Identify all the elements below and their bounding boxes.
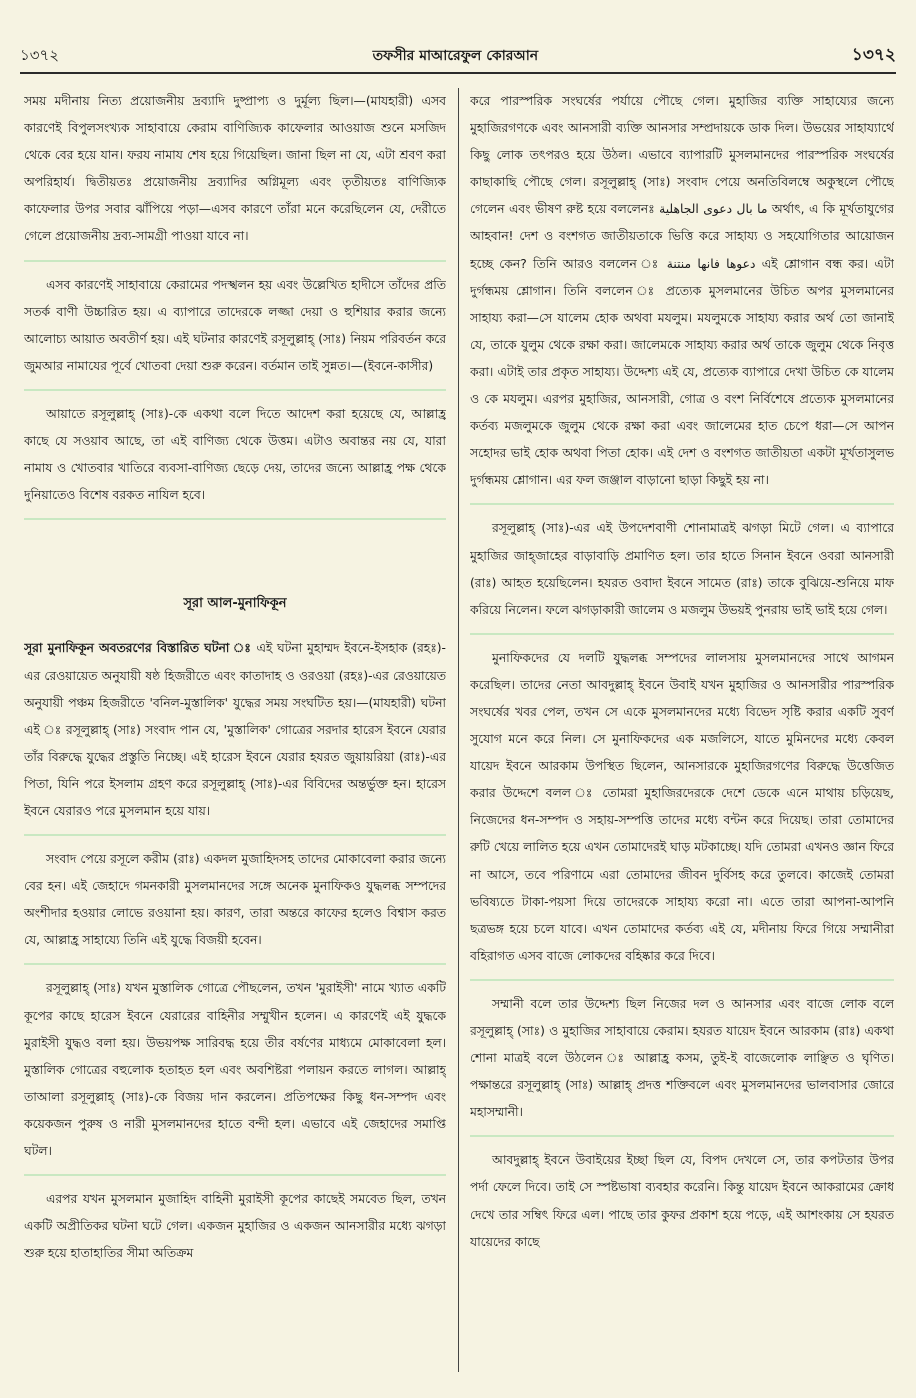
- paragraph: মুনাফিকদের যে দলটি যুদ্ধলব্ধ সম্পদের লালসায় মুসলমানদের সাথে আগমন করেছিল। তাদের নেতা আবদুল্লাহ্ ইবনে উবাই যখন মুহাজির ও আনসারীর পারস্পরিক সংঘর্ষের খবর পেল, তখন সে একে মুসলমানদের মধ্যে বিভেদ সৃষ্টি করার একটি সুবর্ণ সুযোগ মনে করে নিল। সে মুনাফিকদের এক মজলিসে, যাতে মুমিনদের মধ্যে কেবল যায়েদ ইবনে আরকাম উপস্থিত ছিলেন, আনসারকে মুহাজিরগণের বিরুদ্ধে উত্তেজিত করার উদ্দেশে বলল ঃ তোমরা মুহাজিরদেরকে দেশে ডেকে এনে মাথায় চড়িয়েছ, নিজেদের ধন-সম্পদ ও সহায়-সম্পত্তি তাদের মধ্যে বন্টন করে দিয়েছ। তারা তোমাদের রুটি খেয়ে লালিত হয়ে এখন তোমাদেরই ঘাড় মটকাচ্ছে। যদি তোমরা এখনও জ্ঞান ফিরে না আসে, তবে পরিণামে এরা তোমাদের জীবন দুর্বিসহ করে তুলবে। কাজেই তোমরা ভবিষ্যতে টাকা-পয়সা দিয়ে তাদেরকে সাহায্য করো না। এতে তারা আপনা-আপনি ছত্রভঙ্গ হয়ে চলে যাবে। এখন তোমাদের কর্তব্য এই যে, মদীনায় ফিরে গিয়ে সম্মানীরা বহিরাগত এসব বাজে লোকদের বহিষ্কার করে দিবে।: [470, 645, 894, 981]
- paragraph: সম্মানী বলে তার উদ্দেশ্য ছিল নিজের দল ও আনসার এবং বাজে লোক বলে রসূলুল্লাহ্ (সাঃ) ও মুহাজির সাহাবায়ে কেরাম। হযরত যায়েদ ইবনে আরকাম (রাঃ) একথা শোনা মাত্রই বলে উঠলেন ঃ আল্লাহ্র কসম, তুই-ই বাজেলোক লাঞ্ছিত ও ঘৃণিত। পক্ষান্তরে রসূলুল্লাহ্ (সাঃ) আল্লাহ্ প্রদত্ত শক্তিবলে এবং মুসলমানদের ভালবাসার জোরে মহাসম্মানী।: [470, 991, 894, 1137]
- paragraph: আয়াতে রসূলুল্লাহ্ (সাঃ)-কে একথা বলে দিতে আদেশ করা হয়েছে যে, আল্লাহ্র কাছে যে সওয়াব আছে, তা এই বাণিজ্য থেকে উত্তম। এটাও অবান্তর নয় যে, যারা নামায ও খোতবার খাতিরে ব্যবসা-বাণিজ্য ছেড়ে দেয়, তাদের জন্যে আল্লাহ্র পক্ষ থেকে দুনিয়াতেও বিশেষ বরকত নাযিল হবে।: [24, 401, 446, 520]
- book-title: তফসীর মাআরেফুল কোরআন: [372, 48, 539, 64]
- lead-heading: সূরা মুনাফিকূন অবতরণের বিস্তারিত ঘটনা ঃ: [24, 641, 252, 656]
- page-number-left: ১৩৭২: [20, 45, 59, 64]
- lead-text: এই ঘটনা মুহাম্মদ ইবনে-ইসহাক (রহঃ)-এর রেওয়ায়েত অনুযায়ী ষষ্ঠ হিজরীতে এবং কাতাদাহ ও ওরওয়া (রহঃ)-এর রেওয়ায়েত অনুযায়ী পঞ্চম হিজরীতে 'বনিল-মুস্তালিক' যুদ্ধের সময় সংঘটিত হয়।—(মাযহারী) ঘটনা এই ঃ রসূলুল্লাহ্ (সাঃ) সংবাদ পান যে, 'মুস্তালিক' গোত্রের সরদার হারেস ইবনে যেরার তাঁর বিরুদ্ধে যুদ্ধের প্রস্তুতি নিচ্ছে। এই হারেস ইবনে যেরার হযরত জুয়ায়রিয়া (রাঃ)-এর পিতা, যিনি পরে ইসলাম গ্রহণ করে রসূলুল্লাহ্ (সাঃ)-এর বিবিদের অন্তর্ভুক্ত হন। হারেস ইবনে যেরারও পরে মুসলমান হয়ে যায়।: [24, 641, 446, 818]
- right-column: [470, 88, 894, 1374]
- left-column: [24, 88, 446, 1374]
- section-title: সূরা আল-মুনাফিকূন: [183, 596, 287, 612]
- column-divider: [458, 88, 459, 1372]
- paragraph: রসূলুল্লাহ্ (সাঃ) যখন মুস্তালিক গোত্রে পৌছলেন, তখন 'মুরাইসী' নামে খ্যাত একটি কূপের কাছে হারেস ইবনে যেরারের বাহিনীর সম্মুখীন হলেন। এ কারণেই এই যুদ্ধকে মুরাইসী যুদ্ধও বলা হয়। উভয়পক্ষ সারিবদ্ধ হয়ে তীর বর্ষণের মাধ্যমে মোকাবেলা হল। মুস্তালিক গোত্রের বহুলোক হতাহত হল এবং অবশিষ্টরা পলায়ন করতে লাগল। আল্লাহ্ তাআলা রসূলুল্লাহ্ (সাঃ)-কে বিজয় দান করলেন। প্রতিপক্ষের কিছু ধন-সম্পদ এবং কয়েকজন পুরুষ ও নারী মুসলমানদের হাতে বন্দী হল। এভাবে এই জেহাদের সমাপ্তি ঘটল।: [24, 975, 446, 1176]
- paragraph: আবদুল্লাহ্ ইবনে উবাইয়ের ইচ্ছা ছিল যে, বিপদ দেখলে সে, তার কপটতার উপর পর্দা ফেলে দিবে। তাই সে স্পষ্টভাষা ব্যবহার করেনি। কিন্তু যায়েদ ইবনে আকরামের ক্রোধ দেখে তার সম্বিৎ ফিরে এল। পাছে তার কুফর প্রকাশ হয়ে পড়ে, এই আশংকায় সে হযরত যায়েদের কাছে: [470, 1153, 894, 1249]
- paragraph: এরপর যখন মুসলমান মুজাহিদ বাহিনী মুরাইসী কূপের কাছেই সমবেত ছিল, তখন একটি অপ্রীতিকর ঘটনা ঘটে গেল। একজন মুহাজির ও একজন আনসারীর মধ্যে ঝগড়া শুরু হয়ে হাতাহাতির সীমা অতিক্রম: [24, 1192, 446, 1261]
- page-number-right: ১৩৭২: [851, 45, 896, 65]
- paragraph: রসূলুল্লাহ্ (সাঃ)-এর এই উপদেশবাণী শোনামাত্রই ঝগড়া মিটে গেল। এ ব্যাপারে মুহাজির জাহ্জাহের বাড়াবাড়ি প্রমাণিত হল। তার হাতে সিনান ইবনে ওবরা আনসারী (রাঃ) আহত হয়েছিলেন। হযরত ওবাদা ইবনে সামেত (রাঃ) তাকে বুঝিয়ে-শুনিয়ে মাফ করিয়ে নিলেন। ফলে ঝগড়াকারী জালেম ও মজলুম উভয়ই পুনরায় ভাই ভাই হয়ে গেল।: [470, 515, 894, 634]
- paragraph: [24, 635, 446, 836]
- paragraph: এসব কারণেই সাহাবায়ে কেরামের পদস্খলন হয় এবং উল্লেখিত হাদীসে তাঁদের প্রতি সতর্ক বাণী উচ্চারিত হয়। এ ব্যাপারে তাদেরকে লজ্জা দেয়া ও হুশিয়ার করার জন্যে আলোচ্য আয়াত অবতীর্ণ হয়। এই ঘটনার কারণেই রসূলুল্লাহ্ (সাঃ) নিয়ম পরিবর্তন করে জুমআর নামাযের পূর্বে খোতবা দেয়া শুরু করেন। বর্তমান তাই সুন্নত।—(ইবনে-কাসীর): [24, 272, 446, 391]
- paragraph: করে পারস্পরিক সংঘর্ষের পর্যায়ে পৌছে গেল। মুহাজির ব্যক্তি সাহায্যের জন্যে মুহাজিরগণকে এবং আনসারী ব্যক্তি আনসার সম্প্রদায়কে ডাক দিল। উভয়ের সাহায্যার্থে কিছু লোক তৎপরও হয়ে উঠল। এভাবে ব্যাপারটি মুসলমানদের পারস্পরিক সংঘর্ষের কাছাকাছি পৌছে গেল। রসূলুল্লাহ্ (সাঃ) সংবাদ পেয়ে অনতিবিলম্বে অকুস্থলে পৌছে গেলেন এবং ভীষণ রুষ্ট হয়ে বললেনঃ ما بال دعوى الجاهلية অর্থাৎ, এ কি মূর্খতাযুগের আহবান! দেশ ও বংশগত জাতীয়তাকে ভিত্তি করে সাহায্য ও সহযোগিতার আয়োজন হচ্ছে কেন? তিনি আরও বললেন ঃ دعوها فانها منتنة এই শ্লোগান বন্ধ কর। এটা দুর্গন্ধময় শ্লোগান। তিনি বললেন ঃ প্রত্যেক মুসলমানের উচিত অপর মুসলমানের সাহায্য করা—সে যালেম হোক অথবা মযলুম। মযলুমকে সাহায্য করার অর্থ তো জানাই যে, তাকে যুলুম থেকে রক্ষা করা। জালেমকে সাহায্য করার অর্থ তাকে জুলুম থেকে নিবৃত্ত করা। এটাই তার প্রকৃত সাহায্য। উদ্দেশ্য এই যে, প্রত্যেক ব্যাপারে দেখা উচিত কে যালেম ও কে মযলুম। এরপর মুহাজির, আনসারী, গোত্র ও বংশ নির্বিশেষে প্রত্যেক মুসলমানের কর্তব্য মজলুমকে জুলুম থেকে রক্ষা করা এবং জালেমের হাত চেপে ধরা—সে আপন সহোদর ভাই হোক অথবা পিতা হোক। এই দেশ ও বংশগত জাতীয়তা একটা মূর্খতাসুলভ দুর্গন্ধময় শ্লোগান। এর ফল জঞ্জাল বাড়ানো ছাড়া কিছুই হয় না।: [470, 88, 894, 505]
- paragraph: সংবাদ পেয়ে রসূলে করীম (রাঃ) একদল মুজাহিদসহ তাদের মোকাবেলা করার জন্যে বের হন। এই জেহাদে গমনকারী মুসলমানদের সঙ্গে অনেক মুনাফিকও যুদ্ধলব্ধ সম্পদের অংশীদার হওয়ার লোভে রওয়ানা হয়। কারণ, তারা অন্তরে কাফের হলেও বিশ্বাস করত যে, আল্লাহ্র সাহায্যে তিনি এই যুদ্ধে বিজয়ী হবেন।: [24, 846, 446, 965]
- paragraph: সময় মদীনায় নিত্য প্রয়োজনীয় দ্রব্যাদি দুষ্প্রাপ্য ও দুর্মূল্য ছিল।—(মাযহারী) এসব কারণেই বিপুলসংখ্যক সাহাবায়ে কেরাম বাণিজ্যিক কাফেলার আওয়াজ শুনে মসজিদ থেকে বের হয়ে যান। ফরয নামায শেষ হয়ে গিয়েছিল। জানা ছিল না যে, এটা শ্রবণ করা অপরিহার্য। দ্বিতীয়তঃ প্রয়োজনীয় দ্রব্যাদির অগ্নিমূল্য এবং তৃতীয়তঃ বাণিজ্যিক কাফেলার উপর সবার ঝাঁপিয়ে পড়া—এসব কারণে তাঁরা মনে করেছিলেন যে, দেরীতে গেলে প্রয়োজনীয় দ্রব্য-সামগ্রী পাওয়া যাবে না।: [24, 88, 446, 262]
- page-header: [20, 40, 896, 74]
